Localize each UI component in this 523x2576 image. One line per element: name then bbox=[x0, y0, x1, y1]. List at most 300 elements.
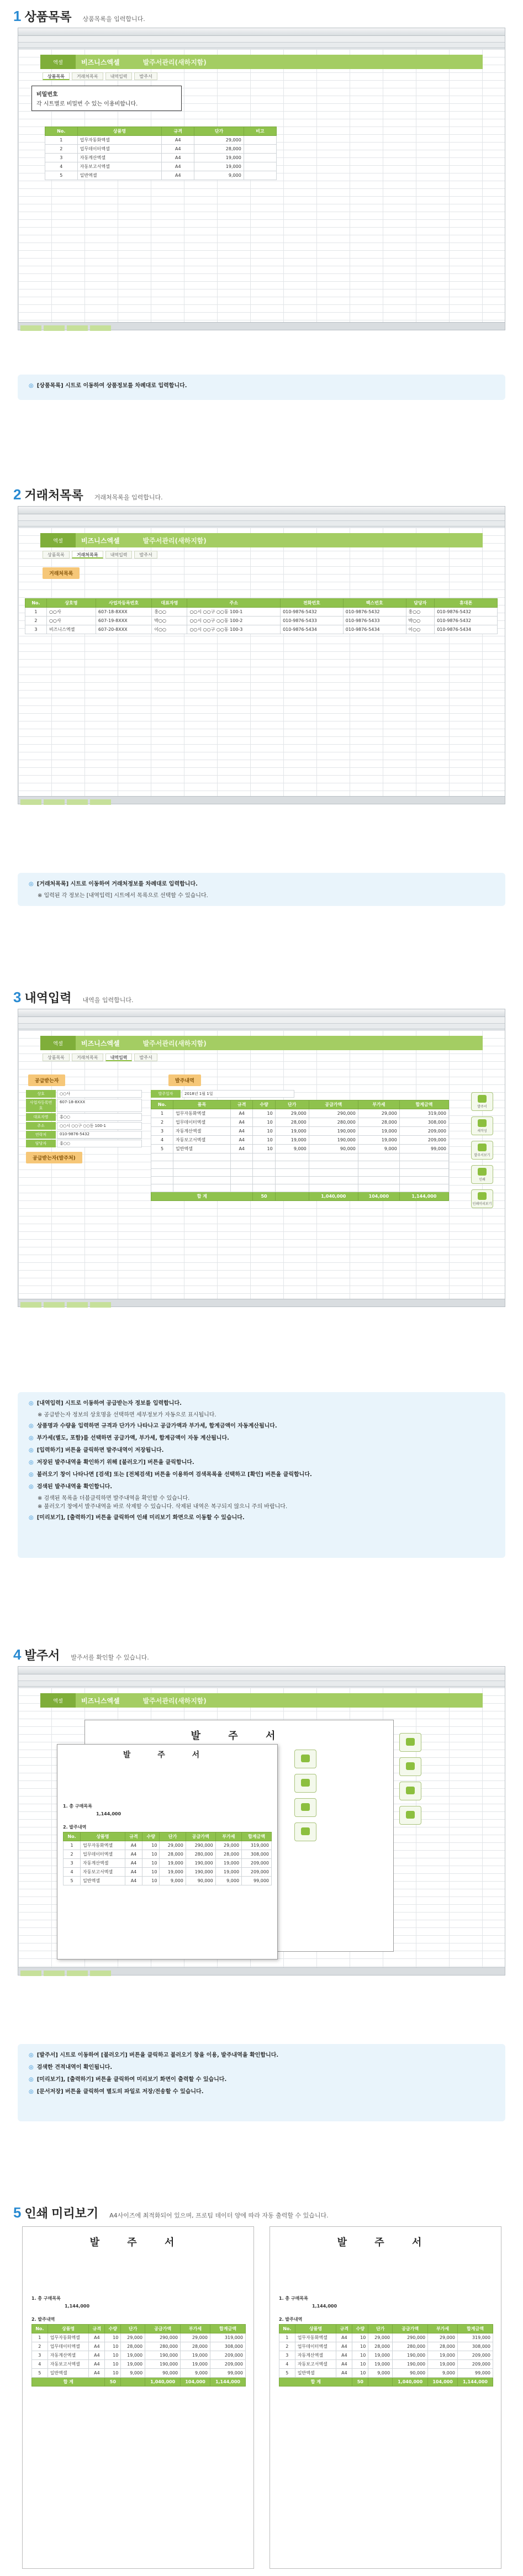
cell[interactable]: 19,000 bbox=[275, 1127, 309, 1136]
sheet-tab[interactable] bbox=[20, 1302, 41, 1308]
note-item bbox=[29, 1423, 494, 1430]
cell[interactable]: 2 bbox=[25, 617, 47, 625]
save-document-button[interactable] bbox=[399, 1806, 421, 1825]
cell: 업무자동화엑셀 bbox=[295, 2333, 336, 2342]
table-row[interactable] bbox=[45, 162, 277, 171]
notes-box bbox=[18, 873, 505, 906]
cell[interactable]: ○○시 ○○구 ○○동 100-1 bbox=[187, 608, 281, 617]
cell[interactable] bbox=[231, 1169, 253, 1177]
cell: 19,000 bbox=[160, 1868, 186, 1877]
col-qty: 수량 bbox=[142, 1832, 160, 1841]
section-heading bbox=[13, 1646, 149, 1663]
sheet-tab[interactable] bbox=[20, 325, 41, 331]
cell[interactable] bbox=[244, 145, 276, 154]
cell[interactable]: 29,000 bbox=[194, 136, 244, 145]
table-row[interactable] bbox=[151, 1109, 449, 1118]
cell[interactable] bbox=[399, 1184, 448, 1192]
table-row[interactable] bbox=[151, 1161, 449, 1169]
cell[interactable]: A4 bbox=[162, 154, 194, 162]
total-sum: 1,144,000 bbox=[457, 2378, 493, 2387]
cell[interactable] bbox=[358, 1184, 399, 1192]
sheet-tab[interactable] bbox=[20, 1971, 41, 1976]
cell[interactable]: 비즈니스엑셀 bbox=[46, 625, 96, 634]
cell[interactable]: 19,000 bbox=[358, 1127, 399, 1136]
excel-column-header bbox=[18, 43, 505, 48]
cell[interactable] bbox=[231, 1184, 253, 1192]
cell[interactable]: 9,000 bbox=[358, 1145, 399, 1153]
cell[interactable] bbox=[358, 1169, 399, 1177]
total-row bbox=[32, 2378, 246, 2387]
table-row[interactable] bbox=[151, 1169, 449, 1177]
cell[interactable]: 010-9876-5434 bbox=[343, 625, 406, 634]
cell[interactable]: 190,000 bbox=[309, 1136, 358, 1145]
print-preview-button[interactable] bbox=[471, 1189, 493, 1208]
cell[interactable]: 10 bbox=[253, 1145, 275, 1153]
table-row[interactable] bbox=[151, 1136, 449, 1145]
cell[interactable]: 99,000 bbox=[399, 1145, 448, 1153]
cell[interactable]: 90,000 bbox=[309, 1145, 358, 1153]
cell[interactable]: 209,000 bbox=[399, 1136, 448, 1145]
app-logo: 엑셀 bbox=[40, 1036, 76, 1050]
note-text: [발주서] 시트로 이동하여 [불러오기] 버튼을 클릭하고 불러오기 창을 이용, 발주내역을 확인합니다. bbox=[36, 2052, 279, 2058]
cell[interactable]: 28,000 bbox=[275, 1118, 309, 1127]
note-subtext: ※ 공급받는자 정보의 상호명을 선택하면 세부정보가 자동으로 표시됩니다. bbox=[38, 1412, 216, 1418]
cell[interactable]: 19,000 bbox=[358, 1136, 399, 1145]
cell[interactable]: 19,000 bbox=[194, 154, 244, 162]
bullet-icon: ◎ bbox=[29, 1400, 34, 1406]
cell[interactable]: 3 bbox=[45, 154, 78, 162]
sheet-tab[interactable] bbox=[44, 325, 65, 331]
cell[interactable] bbox=[173, 1169, 230, 1177]
col-phone: 전화번호 bbox=[281, 599, 344, 608]
sheet-tab[interactable] bbox=[90, 1971, 111, 1976]
cell[interactable]: 10 bbox=[253, 1118, 275, 1127]
section-description: 상품목록을 입력합니다. bbox=[82, 15, 145, 23]
date-field[interactable]: 2018년 1월 1일 bbox=[182, 1090, 294, 1098]
cell: 9,000 bbox=[160, 1877, 186, 1885]
print-page-1 bbox=[22, 2226, 254, 2569]
cell[interactable]: 이○○ bbox=[406, 625, 435, 634]
cell: 자동보고서엑셀 bbox=[295, 2360, 336, 2369]
app-name: 비즈니스엑셀 bbox=[81, 1697, 120, 1705]
view-order-button[interactable] bbox=[471, 1141, 493, 1160]
client-table bbox=[25, 598, 498, 634]
cell[interactable]: 업무자동화엑셀 bbox=[77, 136, 162, 145]
bullet-icon: ◎ bbox=[29, 1484, 34, 1490]
app-header bbox=[40, 1036, 483, 1050]
cell[interactable] bbox=[244, 154, 276, 162]
cell[interactable]: 28,000 bbox=[194, 145, 244, 154]
cell[interactable] bbox=[358, 1161, 399, 1169]
bullet-icon: ◎ bbox=[29, 1447, 34, 1453]
nav-product-list[interactable]: 상품목록 bbox=[43, 72, 70, 80]
ceo-field[interactable]: 홍○○ bbox=[57, 1113, 142, 1121]
document-title: 발 주 서 bbox=[191, 1730, 288, 1742]
table-row[interactable] bbox=[151, 1127, 449, 1136]
nav-order[interactable]: 발주서 bbox=[134, 551, 157, 559]
nav-entry[interactable]: 내역입력 bbox=[105, 551, 133, 559]
cell[interactable] bbox=[151, 1184, 173, 1192]
col-supply: 공급가액 bbox=[145, 2325, 181, 2333]
cell[interactable]: 9,000 bbox=[194, 171, 244, 180]
table-row bbox=[64, 1859, 272, 1868]
cell[interactable]: 4 bbox=[45, 162, 78, 171]
cell[interactable] bbox=[253, 1153, 275, 1161]
cell[interactable]: 업무데이터엑셀 bbox=[173, 1118, 230, 1127]
cell[interactable]: 010-9876-5432 bbox=[435, 617, 498, 625]
cell[interactable] bbox=[244, 136, 276, 145]
save-icon bbox=[301, 1827, 310, 1835]
cell[interactable]: 607-18-8XXX bbox=[96, 608, 151, 617]
cell[interactable] bbox=[399, 1153, 448, 1161]
cell: A4 bbox=[125, 1850, 142, 1859]
sheet-tab[interactable] bbox=[67, 325, 88, 331]
cell: 10 bbox=[105, 2369, 121, 2378]
cell[interactable]: 280,000 bbox=[309, 1118, 358, 1127]
cell: 9,000 bbox=[181, 2369, 210, 2378]
excel-column-header bbox=[18, 1681, 505, 1687]
sheet-tab[interactable] bbox=[44, 1971, 65, 1976]
nav-client-list[interactable]: 거래처목록 bbox=[72, 551, 103, 559]
col-company: 상호명 bbox=[46, 599, 96, 608]
table-row[interactable] bbox=[151, 1153, 449, 1161]
cell: 9,000 bbox=[368, 2369, 393, 2378]
cell: A4 bbox=[89, 2360, 105, 2369]
phone-field[interactable]: 010-9876-5432 bbox=[57, 1131, 142, 1139]
cell[interactable]: 19,000 bbox=[194, 162, 244, 171]
cell[interactable]: 자동보고서엑셀 bbox=[77, 162, 162, 171]
cell[interactable] bbox=[231, 1161, 253, 1169]
cell[interactable]: ○○사 bbox=[46, 617, 96, 625]
bizno-field[interactable]: 607-18-8XXX bbox=[57, 1099, 142, 1112]
cell[interactable]: 290,000 bbox=[309, 1109, 358, 1118]
cell[interactable] bbox=[309, 1184, 358, 1192]
cell[interactable]: 자동계산엑셀 bbox=[173, 1127, 230, 1136]
cell[interactable]: 3 bbox=[151, 1127, 173, 1136]
sheet-tab[interactable] bbox=[20, 799, 41, 805]
cell: 3 bbox=[64, 1859, 81, 1868]
amount-section bbox=[270, 2295, 501, 2322]
cell: 290,000 bbox=[393, 2333, 428, 2342]
cell[interactable]: ○○시 ○○구 ○○동 100-2 bbox=[187, 617, 281, 625]
cell[interactable]: 29,000 bbox=[275, 1109, 309, 1118]
cell[interactable]: A4 bbox=[231, 1145, 253, 1153]
cell[interactable]: 010-9876-5434 bbox=[435, 625, 498, 634]
address-field[interactable]: ○○시 ○○구 ○○동 100-1 bbox=[57, 1122, 142, 1130]
cell[interactable] bbox=[231, 1177, 253, 1184]
app-header bbox=[40, 55, 483, 69]
cell[interactable]: 자동보고서엑셀 bbox=[173, 1136, 230, 1145]
cell[interactable]: 010-9876-5432 bbox=[281, 608, 344, 617]
cell[interactable]: 2 bbox=[151, 1118, 173, 1127]
cell[interactable]: 3 bbox=[25, 625, 47, 634]
cell[interactable]: A4 bbox=[231, 1118, 253, 1127]
cell[interactable]: 1 bbox=[25, 608, 47, 617]
nav-client-list[interactable]: 거래처목록 bbox=[72, 1053, 103, 1061]
cell[interactable]: 010-9876-5433 bbox=[281, 617, 344, 625]
total-sum: 1,144,000 bbox=[210, 2378, 245, 2387]
cell[interactable]: 9,000 bbox=[275, 1145, 309, 1153]
cell[interactable]: 자동계산엑셀 bbox=[77, 154, 162, 162]
table-row[interactable] bbox=[45, 145, 277, 154]
cell[interactable] bbox=[244, 162, 276, 171]
cell[interactable] bbox=[151, 1169, 173, 1177]
table-row[interactable] bbox=[151, 1177, 449, 1184]
cell[interactable]: 010-9876-5434 bbox=[281, 625, 344, 634]
section-number: 2 bbox=[13, 486, 22, 503]
load-button[interactable] bbox=[399, 1733, 421, 1752]
cell[interactable]: 28,000 bbox=[358, 1118, 399, 1127]
note-text: 불러오기 창이 나타나면 [검색] 또는 [전체검색] 버튼을 이용하여 검색목록을 선택하고 [확인] 버튼을 클릭합니다. bbox=[36, 1472, 312, 1478]
cell[interactable] bbox=[275, 1184, 309, 1192]
save-document-button[interactable] bbox=[294, 1822, 316, 1841]
manager-field[interactable]: 홍○○ bbox=[57, 1140, 142, 1147]
sheet-tab[interactable] bbox=[44, 1302, 65, 1308]
amount-section bbox=[23, 2295, 253, 2322]
cell: 209,000 bbox=[242, 1859, 272, 1868]
cell[interactable]: 일반엑셀 bbox=[77, 171, 162, 180]
nav-order[interactable]: 발주서 bbox=[134, 1053, 157, 1061]
cell[interactable]: 10 bbox=[253, 1127, 275, 1136]
cell[interactable] bbox=[253, 1169, 275, 1177]
cell: 10 bbox=[142, 1877, 160, 1885]
sheet-tab[interactable] bbox=[44, 799, 65, 805]
cell: 29,000 bbox=[121, 2333, 145, 2342]
cell: 9,000 bbox=[428, 2369, 458, 2378]
cell: 일반엑셀 bbox=[295, 2369, 336, 2378]
cell[interactable] bbox=[151, 1161, 173, 1169]
cell: 3 bbox=[32, 2351, 48, 2360]
cell[interactable]: 29,000 bbox=[358, 1109, 399, 1118]
cell[interactable] bbox=[151, 1153, 173, 1161]
cell[interactable]: 1 bbox=[151, 1109, 173, 1118]
cell[interactable] bbox=[173, 1177, 230, 1184]
nav-product-list[interactable]: 상품목록 bbox=[43, 551, 70, 559]
app-name: 비즈니스엑셀 bbox=[81, 1039, 120, 1047]
cell[interactable] bbox=[309, 1153, 358, 1161]
cell: 290,000 bbox=[145, 2333, 181, 2342]
cell[interactable] bbox=[173, 1184, 230, 1192]
cell[interactable] bbox=[399, 1169, 448, 1177]
cell[interactable] bbox=[253, 1161, 275, 1169]
section-heading bbox=[13, 989, 134, 1006]
note-text: [거래처목록] 시트로 이동하여 거래처정보를 차례대로 입력합니다. bbox=[36, 881, 198, 887]
cell[interactable]: 319,000 bbox=[399, 1109, 448, 1118]
cell[interactable]: 19,000 bbox=[275, 1136, 309, 1145]
cell[interactable]: 박○○ bbox=[406, 617, 435, 625]
app-header bbox=[40, 533, 483, 547]
sheet-tabs[interactable] bbox=[18, 322, 505, 330]
cell[interactable] bbox=[275, 1177, 309, 1184]
cell[interactable]: A4 bbox=[162, 162, 194, 171]
cell[interactable]: 업무데이터엑셀 bbox=[77, 145, 162, 154]
cell[interactable] bbox=[231, 1153, 253, 1161]
table-row[interactable] bbox=[151, 1145, 449, 1153]
cell[interactable] bbox=[173, 1161, 230, 1169]
sheet-tab[interactable] bbox=[90, 325, 111, 331]
cell[interactable] bbox=[309, 1169, 358, 1177]
cell[interactable] bbox=[173, 1153, 230, 1161]
cell[interactable] bbox=[399, 1177, 448, 1184]
nav-entry[interactable]: 내역입력 bbox=[105, 72, 133, 80]
table-row[interactable] bbox=[45, 136, 277, 145]
product-table bbox=[45, 127, 277, 180]
cell[interactable] bbox=[358, 1177, 399, 1184]
cell[interactable]: 2 bbox=[45, 145, 78, 154]
cell[interactable] bbox=[253, 1177, 275, 1184]
cell[interactable]: 308,000 bbox=[399, 1118, 448, 1127]
cell: A4 bbox=[89, 2342, 105, 2351]
sheet-tab[interactable] bbox=[67, 799, 88, 805]
cell[interactable]: 업무자동화엑셀 bbox=[173, 1109, 230, 1118]
cell[interactable] bbox=[253, 1184, 275, 1192]
sheet-tab[interactable] bbox=[67, 1302, 88, 1308]
col-mobile: 휴대폰 bbox=[435, 599, 498, 608]
table-row[interactable] bbox=[25, 608, 498, 617]
cell: 190,000 bbox=[186, 1859, 215, 1868]
note-item bbox=[29, 1483, 494, 1491]
sheet-tabs[interactable] bbox=[18, 796, 505, 804]
sheet-tab[interactable] bbox=[90, 1302, 111, 1308]
preview-icon bbox=[478, 1192, 487, 1200]
cell[interactable]: A4 bbox=[231, 1109, 253, 1118]
section-client-list bbox=[0, 486, 523, 961]
cell[interactable] bbox=[309, 1161, 358, 1169]
cell[interactable]: 일반엑셀 bbox=[173, 1145, 230, 1153]
cell[interactable]: 4 bbox=[151, 1136, 173, 1145]
cell: 2 bbox=[32, 2342, 48, 2351]
cell[interactable]: 홍○○ bbox=[406, 608, 435, 617]
nav-entry[interactable]: 내역입력 bbox=[105, 1053, 133, 1061]
table-row[interactable] bbox=[45, 171, 277, 180]
cell: 19,000 bbox=[368, 2360, 393, 2369]
order-button[interactable] bbox=[471, 1092, 493, 1111]
section-description: A4사이즈에 최적화되어 있으며, 프로팀 데이터 양에 따라 자동 출력할 수 있습니다. bbox=[109, 2212, 329, 2219]
note-text: [내역입력] 시트로 이동하여 공급받는자 정보를 입력합니다. bbox=[36, 1400, 182, 1406]
cell[interactable]: 홍○○ bbox=[152, 608, 187, 617]
preview-button[interactable] bbox=[399, 1757, 421, 1776]
sheet-tabs[interactable] bbox=[18, 1299, 505, 1307]
cell: 29,000 bbox=[160, 1841, 186, 1850]
cell[interactable]: 010-9876-5432 bbox=[435, 608, 498, 617]
table-row[interactable] bbox=[151, 1184, 449, 1192]
cell[interactable]: A4 bbox=[162, 171, 194, 180]
cell[interactable]: 209,000 bbox=[399, 1127, 448, 1136]
cell[interactable]: 190,000 bbox=[309, 1127, 358, 1136]
cell[interactable] bbox=[275, 1153, 309, 1161]
table-row[interactable] bbox=[45, 154, 277, 162]
cell: 9,000 bbox=[215, 1877, 241, 1885]
total-row bbox=[279, 2378, 493, 2387]
note-item bbox=[29, 1514, 494, 1522]
table-row bbox=[32, 2333, 246, 2342]
cell: 5 bbox=[32, 2369, 48, 2378]
cell[interactable]: 5 bbox=[151, 1145, 173, 1153]
section-number: 1 bbox=[13, 8, 22, 24]
cell: 90,000 bbox=[186, 1877, 215, 1885]
pencil-icon bbox=[478, 1119, 487, 1127]
cell: 209,000 bbox=[242, 1868, 272, 1877]
cell[interactable] bbox=[399, 1161, 448, 1169]
cell[interactable]: ○○사 bbox=[46, 608, 96, 617]
note-item bbox=[29, 2088, 494, 2096]
cell: 1 bbox=[279, 2333, 295, 2342]
nav-product-list[interactable]: 상품목록 bbox=[43, 1053, 70, 1061]
table-row[interactable] bbox=[25, 617, 498, 625]
nav-client-list[interactable]: 거래처목록 bbox=[72, 72, 103, 80]
button-label: 인쇄 bbox=[479, 1177, 485, 1182]
cell: 280,000 bbox=[145, 2342, 181, 2351]
cell: 280,000 bbox=[186, 1850, 215, 1859]
password-callout bbox=[31, 86, 182, 111]
table-row[interactable] bbox=[151, 1118, 449, 1127]
cell[interactable]: A4 bbox=[162, 136, 194, 145]
load-button[interactable] bbox=[294, 1750, 316, 1768]
note-item bbox=[29, 2052, 494, 2059]
panel-title: 거래처목록 bbox=[43, 567, 80, 579]
table-row[interactable] bbox=[25, 625, 498, 634]
folder-icon bbox=[478, 1144, 487, 1151]
cell[interactable]: 10 bbox=[253, 1136, 275, 1145]
print-button[interactable] bbox=[294, 1798, 316, 1817]
cell: A4 bbox=[89, 2333, 105, 2342]
nav-order[interactable]: 발주서 bbox=[134, 72, 157, 80]
cell[interactable]: 5 bbox=[45, 171, 78, 180]
section-title: 발주서 bbox=[24, 1648, 60, 1662]
cell: 자동보고서엑셀 bbox=[47, 2360, 89, 2369]
new-button[interactable] bbox=[471, 1116, 493, 1135]
cell[interactable]: 010-9876-5433 bbox=[343, 617, 406, 625]
total-qty: 50 bbox=[105, 2378, 121, 2387]
cell[interactable] bbox=[244, 171, 276, 180]
print-button[interactable] bbox=[399, 1782, 421, 1800]
cell[interactable]: 이○○ bbox=[152, 625, 187, 634]
cell[interactable]: A4 bbox=[231, 1127, 253, 1136]
sheet-tab[interactable] bbox=[67, 1971, 88, 1976]
sheet-tab[interactable] bbox=[90, 799, 111, 805]
table-header-row bbox=[64, 1832, 272, 1841]
col-vat: 부가세 bbox=[215, 1832, 241, 1841]
company-field[interactable]: ○○사 bbox=[57, 1090, 142, 1098]
preview-button[interactable] bbox=[294, 1774, 316, 1793]
cell[interactable] bbox=[358, 1153, 399, 1161]
cell[interactable]: 박○○ bbox=[152, 617, 187, 625]
excel-screenshot bbox=[18, 1009, 505, 1307]
cell[interactable]: A4 bbox=[162, 145, 194, 154]
cell[interactable] bbox=[309, 1177, 358, 1184]
print-button[interactable] bbox=[471, 1165, 493, 1184]
cell[interactable]: 607-20-8XXX bbox=[96, 625, 151, 634]
cell[interactable]: 10 bbox=[253, 1109, 275, 1118]
note-item bbox=[29, 2064, 494, 2072]
col-vat: 부가세 bbox=[181, 2325, 210, 2333]
col-manager: 담당자 bbox=[406, 599, 435, 608]
cell: 29,000 bbox=[181, 2333, 210, 2342]
form-label: 연락처 bbox=[26, 1131, 56, 1139]
col-no: No. bbox=[32, 2325, 48, 2333]
cell[interactable] bbox=[275, 1161, 309, 1169]
cell[interactable]: 607-19-8XXX bbox=[96, 617, 151, 625]
cell[interactable]: A4 bbox=[231, 1136, 253, 1145]
cell[interactable] bbox=[151, 1177, 173, 1184]
cell[interactable]: 010-9876-5432 bbox=[343, 608, 406, 617]
sheet-tabs[interactable] bbox=[18, 1967, 505, 1975]
cell[interactable] bbox=[275, 1169, 309, 1177]
cell[interactable]: 1 bbox=[45, 136, 78, 145]
cell[interactable]: ○○시 ○○구 ○○동 100-3 bbox=[187, 625, 281, 634]
table-row bbox=[279, 2342, 493, 2351]
excel-screenshot bbox=[18, 1666, 505, 1976]
